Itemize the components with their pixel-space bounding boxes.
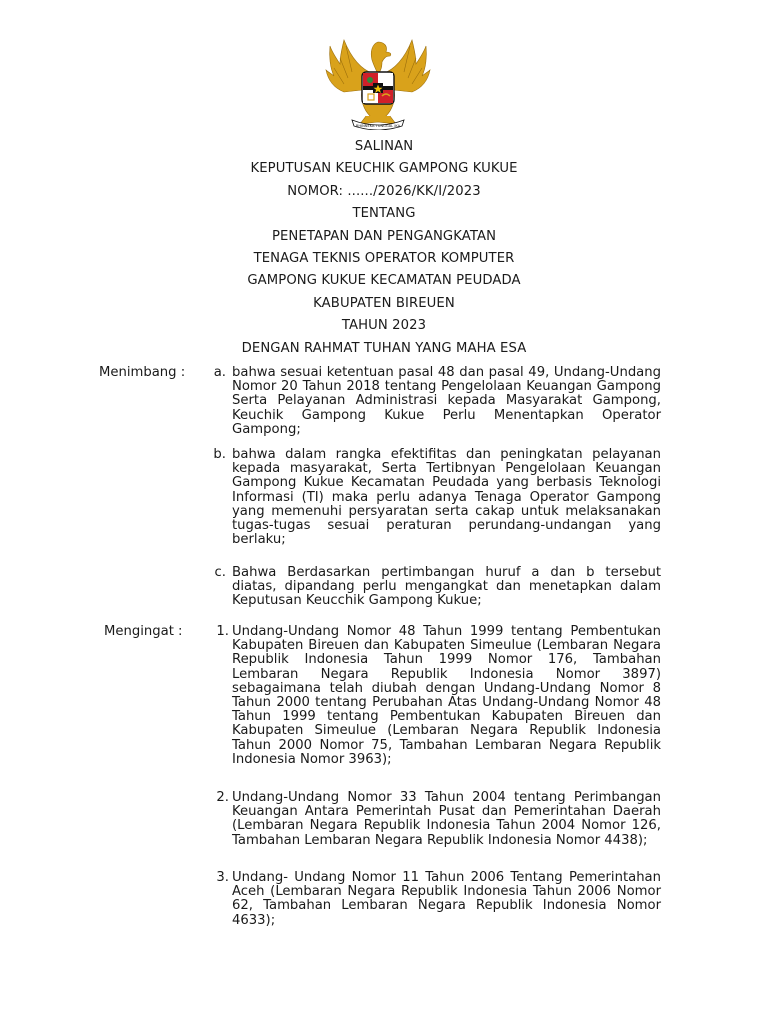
list-item-marker: 3. [216, 870, 229, 885]
garuda-pancasila-emblem-icon [322, 30, 434, 130]
list-item-text: bahwa dalam rangka efektifitas dan peningkatan pelayanan kepada masyarakat, Serta Tertibnyan Pengelolaan Keuangan Gampong Kukue Kecamatan Peudada yang berbasis Teknologi Informasi (TI) maka perlu adanya Tenaga Operator Gampong yang memenuhi persyaratan serta cakap untuk melaksanakan tugas-tugas sesuai peraturan perundang-undangan yang berlaku; [232, 447, 661, 548]
list-item-marker: a. [213, 365, 226, 380]
list-item-marker: 2. [216, 790, 229, 805]
title-line: TENTANG [352, 206, 416, 222]
document-title-block [0, 136, 768, 360]
title-line: KABUPATEN BIREUEN [313, 295, 455, 311]
list-item-marker: 1. [216, 624, 229, 639]
emblem-motto: BHINNEKA TUNGGAL IKA [355, 124, 401, 128]
list-item-marker: c. [214, 565, 226, 580]
title-line: TENAGA TEKNIS OPERATOR KOMPUTER [253, 250, 515, 266]
menimbang-label: Menimbang : [99, 365, 186, 380]
list-item-text: Undang-Undang Nomor 33 Tahun 2004 tentang Perimbangan Keuangan Antara Pemerintah Pusat dan Pemerintahan Daerah (Lembaran Negara Republik Indonesia Tahun 2004 Nomor 126, Tambahan Lembaran Negara Republik Indonesia Nomor 4438); [232, 790, 661, 848]
list-item-text: Undang- Undang Nomor 11 Tahun 2006 Tentang Pemerintahan Aceh (Lembaran Negara Republik Indonesia Tahun 2006 Nomor 62, Tambahan Lembaran Negara Republik Indonesia Nomor 4633); [232, 870, 661, 928]
list-item-text: Undang-Undang Nomor 48 Tahun 1999 tentang Pembentukan Kabupaten Bireuen dan Kabupaten Simeulue (Lembaran Negara Republik Indonesia Tahun 1999 Nomor 176, Tambahan Lembaran Negara Republik Indonesia Nomor 3897) sebagaimana telah diubah dengan Undang-Undang Nomor 8 Tahun 2000 tentang Perubahan Atas Undang-Undang Nomor 48 Tahun 1999 tentang Pembentukan Kabupaten Bireuen dan Kabupaten Simeulue (Lembaran Negara Republik Indonesia Tahun 2000 Nomor 75, Tambahan Lembaran Negara Republik Indonesia Nomor 3963); [232, 624, 661, 767]
title-line: PENETAPAN DAN PENGANGKATAN [271, 228, 497, 244]
title-line: KEPUTUSAN KEUCHIK GAMPONG KUKUE [250, 161, 518, 177]
title-line: SALINAN [354, 139, 414, 154]
mengingat-label: Mengingat : [104, 624, 183, 639]
title-line: DENGAN RAHMAT TUHAN YANG MAHA ESA [241, 340, 527, 356]
title-line: NOMOR: ....../2026/KK/I/2023 [287, 183, 481, 199]
title-line: GAMPONG KUKUE KECAMATAN PEUDADA [247, 273, 521, 289]
list-item-marker: b. [213, 447, 226, 462]
list-item-text: bahwa sesuai ketentuan pasal 48 dan pasal 49, Undang-Undang Nomor 20 Tahun 2018 tentang Pengelolaan Keuangan Gampong Serta Pelayanan Administrasi kepada Masyarakat Gampong, Keuchik Gampong Kukue Perlu Menentapkan Operator Gampong; [232, 365, 661, 437]
list-item-text: Bahwa Berdasarkan pertimbangan huruf a dan b tersebut diatas, dipandang perlu mengangkat dan menetapkan dalam Keputusan Keucchik Gampong Kukue; [232, 565, 661, 609]
title-line: TAHUN 2023 [341, 318, 427, 334]
